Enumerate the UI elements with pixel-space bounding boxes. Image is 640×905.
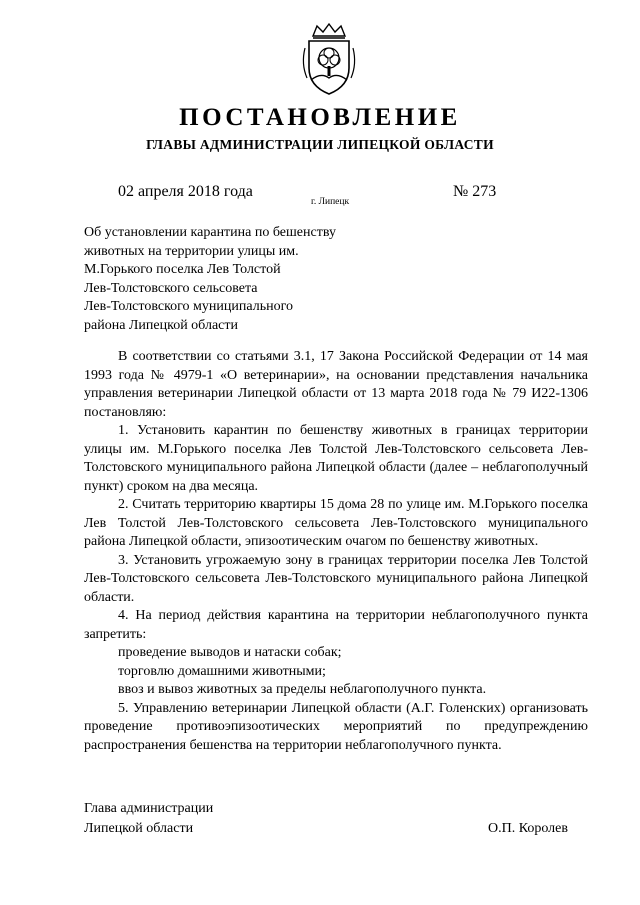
subject-line: М.Горького поселка Лев Толстой: [84, 262, 281, 277]
signatory-name: О.П. Королев: [488, 821, 568, 836]
document-body: [84, 348, 588, 755]
prohibition-item: торговлю домашними животными;: [118, 663, 326, 679]
preamble-paragraph: В соответствии со статьями 3.1, 17 Закона Российской Федерации от 14 мая 1993 года № 4979-1 «О ветеринарии», на основании представления начальника управления ветеринарии Липецкой области от 13 марта 2018 года № 79 И22-1306 постановляю:: [84, 349, 588, 420]
prohibition-item: проведение выводов и натаски собак;: [118, 645, 342, 660]
subject-line: Лев-Толстовского сельсовета: [84, 280, 258, 296]
item-paragraph: 4. На период действия карантина на территории неблагополучного пункта запретить:: [84, 608, 588, 642]
document-subject: [84, 224, 336, 335]
document-number: № 273: [453, 183, 497, 200]
subject-line: Лев-Толстовского муниципального: [84, 299, 293, 314]
item-paragraph: 3. Установить угрожаемую зону в границах территории поселка Лев Толстой Лев-Толстовского сельсовета Лев-Толстовского муниципального района Липецкой области.: [84, 552, 588, 605]
prohibition-item: ввоз и вывоз животных за пределы неблагополучного пункта.: [118, 682, 487, 697]
subject-line: животных на территории улицы им.: [84, 243, 299, 259]
coat-of-arms-icon: [299, 22, 359, 98]
signatory-role-line: Глава администрации: [84, 801, 214, 816]
document-date: 02 апреля 2018 года: [118, 183, 253, 200]
item-paragraph: 5. Управлению ветеринарии Липецкой области (А.Г. Голенских) организовать проведение противоэпизоотических мероприятий по предупреждению распространения бешенства на территории неблагополучного пункта.: [84, 700, 588, 753]
subject-line: Об установлении карантина по бешенству: [84, 225, 336, 240]
subject-line: района Липецкой области: [84, 317, 238, 333]
signatory-role-line: Липецкой области: [84, 821, 194, 836]
document-title: ПОСТАНОВЛЕНИЕ: [179, 104, 461, 131]
signatory-role: [84, 799, 213, 839]
item-paragraph: 2. Считать территорию квартиры 15 дома 28 по улице им. М.Горького поселка Лев Толстой Лев-Толстовского сельсовета Лев-Толстовского муниципального района Липецкой области, эпизоотическим очагом по бешенству животных.: [84, 497, 588, 549]
document-city: г. Липецк: [311, 197, 350, 207]
item-paragraph: 1. Установить карантин по бешенству животных в границах территории улицы им. М.Горького поселка Лев Толстой Лев-Толстовского сельсовета Лев-Толстовского муниципального района Липецкой области (далее – неблагополучный пункт) сроком на два месяца.: [84, 423, 588, 494]
issuer-subtitle: ГЛАВЫ АДМИНИСТРАЦИИ ЛИПЕЦКОЙ ОБЛАСТИ: [146, 137, 494, 152]
